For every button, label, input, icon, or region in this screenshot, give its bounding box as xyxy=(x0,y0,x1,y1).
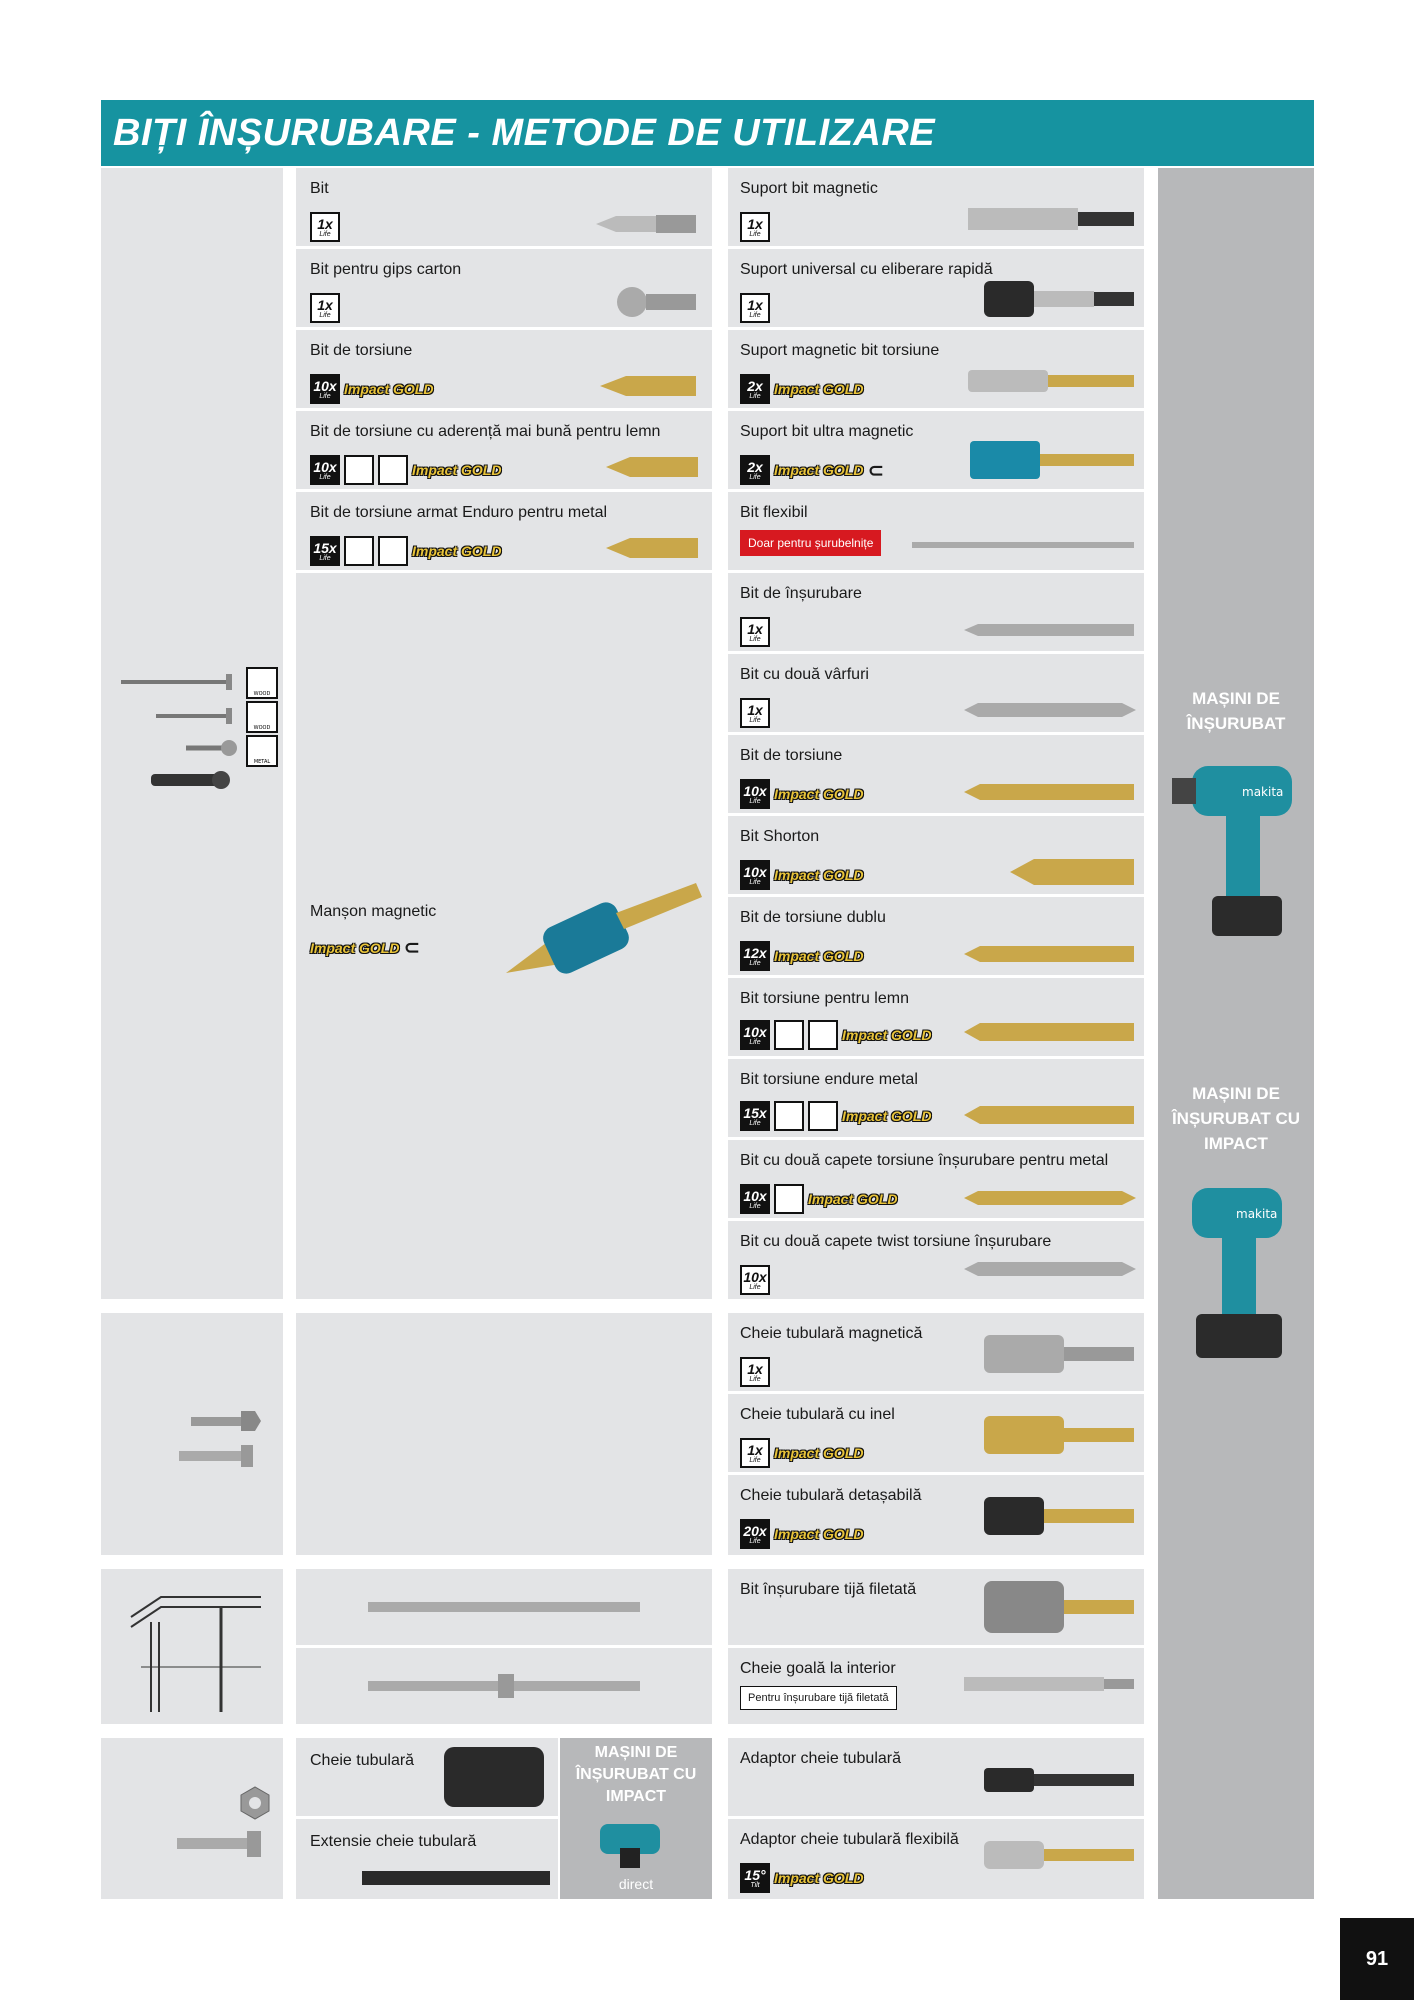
double-end-metal-bit-icon xyxy=(964,1190,1136,1206)
wood-icon xyxy=(808,1020,838,1050)
impact-gold-logo: Impact GOLD xyxy=(774,948,864,964)
item-badges xyxy=(310,293,340,323)
metal-torsion-bit-icon xyxy=(964,1105,1136,1125)
item-badges xyxy=(740,1020,931,1050)
list-item xyxy=(728,168,1144,246)
wood-icon xyxy=(378,455,408,485)
magnet-icon: ⊂ xyxy=(403,937,421,959)
life-badge: 1x Life xyxy=(740,1357,770,1387)
list-item xyxy=(728,249,1144,327)
impact-driver-icon xyxy=(1182,1178,1292,1378)
item-label: Bit de torsiune cu aderență mai bună pentru lemn xyxy=(310,423,661,440)
life-badge: 1x Life xyxy=(310,212,340,242)
list-item xyxy=(728,816,1144,894)
machine-sidebar xyxy=(1158,168,1314,1899)
torsion-bit-icon xyxy=(964,783,1136,801)
drill-label: MAȘINI DE ÎNȘURUBAT xyxy=(1186,689,1286,733)
item-badges xyxy=(740,941,863,971)
item-badges xyxy=(740,698,770,728)
item-label: Bit de torsiune dublu xyxy=(740,909,886,926)
item-badges xyxy=(740,1863,863,1893)
item-badges xyxy=(310,455,501,485)
list-item xyxy=(728,1819,1144,1899)
metal-icon xyxy=(774,1184,804,1214)
item-label: Cheie tubulară detașabilă xyxy=(740,1487,922,1504)
list-item xyxy=(728,1313,1144,1391)
item-label: Suport magnetic bit torsiune xyxy=(740,342,940,359)
item-badges xyxy=(740,1101,931,1131)
impact-driver-label: MAȘINI DE ÎNȘURUBAT CU IMPACT xyxy=(1171,1084,1301,1153)
screw-panel-wood-metal xyxy=(101,168,283,1299)
wood-label: WOOD xyxy=(253,725,271,731)
life-badge: 1x Life xyxy=(740,212,770,242)
item-badges xyxy=(740,1357,770,1387)
life-badge: 10x Life xyxy=(310,374,340,404)
life-badge: 12x Life xyxy=(740,941,770,971)
list-item xyxy=(728,978,1144,1056)
wood-screw-long xyxy=(121,674,232,690)
impact-gold-logo: Impact GOLD xyxy=(774,381,864,397)
page-title: BIȚI ÎNȘURUBARE - METODE DE UTILIZARE xyxy=(101,100,1314,166)
quick-release-holder-icon xyxy=(984,281,1136,317)
metal-label: METAL xyxy=(253,759,271,765)
threaded-rod-nut-icon xyxy=(368,1674,640,1698)
item-badges xyxy=(740,860,863,890)
life-badge: 2x Life xyxy=(740,374,770,404)
list-item xyxy=(728,1569,1144,1645)
flexible-adapter-icon xyxy=(984,1837,1136,1873)
impact-gold-logo: Impact GOLD xyxy=(808,1191,898,1207)
list-item xyxy=(728,1059,1144,1137)
list-item xyxy=(728,897,1144,975)
list-item xyxy=(728,411,1144,489)
page-number: 91 xyxy=(1340,1918,1414,2000)
item-badges xyxy=(740,455,884,485)
item-label: Bit flexibil xyxy=(740,504,808,521)
grip-icon xyxy=(774,1020,804,1050)
detachable-nut-setter-icon xyxy=(984,1495,1136,1537)
threaded-rod-cell xyxy=(296,1569,712,1645)
impact-gold-logo: Impact GOLD xyxy=(412,462,502,478)
impact-gold-logo: Impact GOLD xyxy=(344,381,434,397)
socket-adapter-icon xyxy=(984,1766,1136,1794)
screw-panel-hex xyxy=(101,1313,283,1555)
item-label: Cheie goală la interior xyxy=(740,1660,896,1677)
black-screw xyxy=(151,771,230,789)
shorton-bit-icon xyxy=(1010,858,1136,886)
ultra-magnetic-holder-icon xyxy=(970,441,1136,481)
torsion-holder-icon xyxy=(968,368,1136,394)
list-item xyxy=(296,492,712,570)
item-label: Bit torsiune pentru lemn xyxy=(740,990,909,1007)
life-badge: 10x Life xyxy=(740,1184,770,1214)
socket-icon xyxy=(444,1742,550,1812)
double-end-twist-bit-icon xyxy=(964,1261,1136,1277)
life-badge: 10x Life xyxy=(740,860,770,890)
screw-panel-rod xyxy=(101,1569,283,1724)
item-label: Suport bit magnetic xyxy=(740,180,878,197)
impact-wrench-icon xyxy=(590,1818,680,1868)
item-badges xyxy=(740,1184,897,1214)
item-label: Bit de torsiune armat Enduro pentru metal xyxy=(310,504,608,521)
bolt-nut-illustration xyxy=(171,1783,271,1873)
wood-label: WOOD xyxy=(253,691,271,697)
wood-torsion-bit-icon xyxy=(964,1022,1136,1042)
drywall-bit-icon xyxy=(616,285,700,319)
item-badges xyxy=(740,293,770,323)
item-badges xyxy=(310,536,501,566)
item-label: Bit de torsiune xyxy=(310,342,413,359)
list-item xyxy=(296,249,712,327)
hex-screws-illustration xyxy=(171,1403,271,1483)
list-item xyxy=(728,492,1144,570)
list-item xyxy=(728,1475,1144,1555)
item-label: Bit cu două capete torsiune înșurubare pentru metal xyxy=(740,1152,1109,1169)
screwdriver-bit-icon xyxy=(964,623,1136,637)
item-label: Cheie tubulară xyxy=(310,1752,415,1769)
list-item xyxy=(296,411,712,489)
item-badges xyxy=(740,779,863,809)
item-label: Bit pentru gips carton xyxy=(310,261,462,278)
impact-gold-logo: Impact GOLD xyxy=(842,1027,932,1043)
item-label: Manșon magnetic xyxy=(310,903,437,920)
life-badge: 1x Life xyxy=(310,293,340,323)
list-item xyxy=(728,573,1144,651)
item-label: Bit de înșurubare xyxy=(740,585,862,602)
impact-wrench-label: MAȘINI DE ÎNȘURUBAT CU IMPACT xyxy=(575,1744,697,1805)
life-badge: 2x Life xyxy=(740,455,770,485)
item-label: Suport bit ultra magnetic xyxy=(740,423,914,440)
screws-illustration xyxy=(111,658,281,798)
note-badge: Pentru înșurubare tijă filetată xyxy=(740,1688,897,1706)
life-badge: 10x Life xyxy=(740,1265,770,1295)
life-badge: 10x Life xyxy=(310,455,340,485)
item-badges xyxy=(310,374,433,404)
impact-gold-logo: Impact GOLD xyxy=(412,543,502,559)
life-badge: 20x Life xyxy=(740,1519,770,1549)
list-item xyxy=(296,168,712,246)
item-label: Extensie cheie tubulară xyxy=(310,1833,477,1850)
ring-nut-setter-icon xyxy=(984,1414,1136,1456)
torsion-bit-icon xyxy=(606,536,700,560)
item-badges xyxy=(310,935,420,960)
grip-icon xyxy=(344,536,374,566)
impact-brand: makita xyxy=(1236,1207,1278,1221)
extension-icon xyxy=(362,1863,550,1893)
impact-gold-logo: Impact GOLD xyxy=(774,867,864,883)
life-badge: 10x Life xyxy=(740,1020,770,1050)
item-label: Cheie tubulară cu inel xyxy=(740,1406,895,1423)
direct-label: direct xyxy=(618,1876,654,1892)
list-item xyxy=(728,1648,1144,1724)
item-label: Adaptor cheie tubulară flexibilă xyxy=(740,1831,959,1848)
list-item xyxy=(728,654,1144,732)
list-item xyxy=(296,330,712,408)
life-badge: 1x Life xyxy=(740,617,770,647)
life-badge: 10x Life xyxy=(740,779,770,809)
double-torsion-bit-icon xyxy=(964,945,1136,963)
item-badges xyxy=(740,1265,770,1295)
item-badges xyxy=(740,212,770,242)
wood-screw-medium xyxy=(156,708,232,724)
list-item xyxy=(728,1394,1144,1472)
item-label: Suport universal cu eliberare rapidă xyxy=(740,261,993,278)
magnet-icon: ⊂ xyxy=(867,459,885,482)
item-label: Cheie tubulară magnetică xyxy=(740,1325,923,1342)
torsion-bit-icon xyxy=(600,374,700,398)
item-badges xyxy=(740,1519,863,1549)
item-badges xyxy=(310,212,340,242)
list-item xyxy=(728,330,1144,408)
magnetic-sleeve-cell xyxy=(296,573,712,1299)
holder-icon xyxy=(968,206,1136,232)
item-badges xyxy=(740,1438,863,1468)
item-label: Bit de torsiune xyxy=(740,747,843,764)
drill-brand: makita xyxy=(1242,785,1284,799)
impact-wrench-cell xyxy=(560,1738,712,1899)
list-item xyxy=(728,735,1144,813)
bit-icon xyxy=(596,212,700,236)
item-label: Bit Shorton xyxy=(740,828,820,845)
item-label: Bit înșurubare tijă filetată xyxy=(740,1581,917,1598)
metal-icon xyxy=(378,536,408,566)
list-item xyxy=(296,1738,558,1816)
list-item xyxy=(728,1221,1144,1299)
magnetic-nut-setter-icon xyxy=(984,1333,1136,1375)
item-badges xyxy=(740,374,863,404)
threaded-rod-illustration xyxy=(121,1577,271,1717)
impact-gold-logo: Impact GOLD xyxy=(310,939,400,956)
screw-panel-bolt xyxy=(101,1738,283,1899)
impact-gold-logo: Impact GOLD xyxy=(774,1445,864,1461)
life-badge: 15x Life xyxy=(310,536,340,566)
hollow-socket-icon xyxy=(964,1676,1136,1692)
rod-driver-icon xyxy=(984,1579,1136,1635)
middle-empty-panel xyxy=(296,1313,712,1555)
list-item xyxy=(728,1738,1144,1816)
list-item xyxy=(296,1819,558,1899)
life-badge: 1x Life xyxy=(740,1438,770,1468)
life-badge: 1x Life xyxy=(740,698,770,728)
metal-screw-short xyxy=(186,740,237,756)
impact-gold-logo: Impact GOLD xyxy=(842,1108,932,1124)
threaded-rod-icon xyxy=(368,1599,640,1615)
item-label: Adaptor cheie tubulară xyxy=(740,1750,901,1767)
impact-gold-logo: Impact GOLD xyxy=(774,462,864,478)
item-label: Bit xyxy=(310,180,329,197)
drill-icon xyxy=(1172,756,1302,956)
threaded-rod-nut-cell xyxy=(296,1648,712,1724)
item-label: Bit cu două vârfuri xyxy=(740,666,869,683)
impact-gold-logo: Impact GOLD xyxy=(774,1526,864,1542)
impact-gold-logo: Impact GOLD xyxy=(774,1870,864,1886)
item-label: Bit cu două capete twist torsiune înșurubare xyxy=(740,1233,1052,1250)
life-badge: 1x Life xyxy=(740,293,770,323)
magnetic-sleeve-icon xyxy=(506,883,706,983)
item-badges xyxy=(740,617,770,647)
grip-icon xyxy=(774,1101,804,1131)
torsion-bit-icon xyxy=(606,455,700,479)
item-label: Bit torsiune endure metal xyxy=(740,1071,918,1088)
list-item xyxy=(728,1140,1144,1218)
metal-icon xyxy=(808,1101,838,1131)
flex-bit-icon xyxy=(912,540,1136,550)
note-badge: Doar pentru șurubelnițe xyxy=(740,534,881,552)
grip-icon xyxy=(344,455,374,485)
tilt-badge: 15° Tilt xyxy=(740,1863,770,1893)
impact-gold-logo: Impact GOLD xyxy=(774,786,864,802)
double-bit-icon xyxy=(964,702,1136,718)
life-badge: 15x Life xyxy=(740,1101,770,1131)
